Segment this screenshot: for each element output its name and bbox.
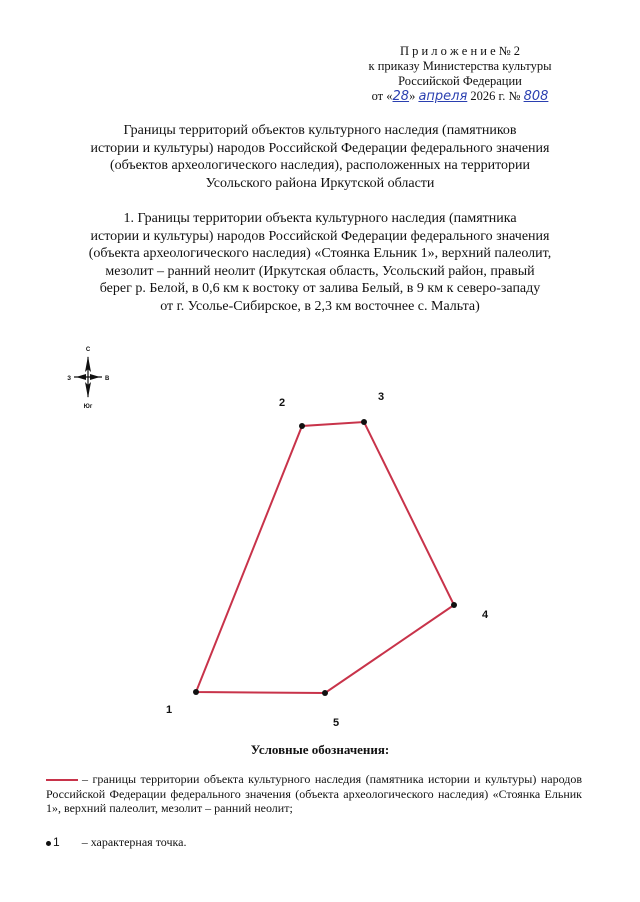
point-label-5: 5	[333, 717, 340, 729]
boundary-polygon	[196, 422, 454, 693]
date-suffix: 2026 г. №	[467, 89, 524, 103]
section-line-5: берег р. Белой, в 0,6 км к востоку от залива Белый, в 9 км к северо-западу	[99, 281, 541, 296]
point-dot-icon	[46, 841, 51, 846]
appendix-ministry-line: Российской Федерации	[398, 74, 522, 88]
legend-point-text: – характерная точка.	[81, 835, 187, 849]
title-line-1: Границы территорий объектов культурного наследия (памятников	[123, 123, 517, 138]
legend-title: Условные обозначения:	[250, 742, 390, 757]
appendix-label: П р и л о ж е н и е № 2	[399, 44, 521, 58]
order-number: 808	[523, 89, 549, 104]
compass-rose-icon	[67, 347, 110, 410]
legend-point-entry	[46, 835, 186, 849]
date-day: 28	[392, 89, 410, 104]
date-prefix: от «	[371, 89, 393, 103]
compass-west-label: З	[67, 376, 71, 382]
boundary-point-5	[322, 690, 328, 696]
point-label-4: 4	[482, 609, 489, 621]
date-month: апреля	[418, 89, 468, 104]
title-line-4: Усольского района Иркутской области	[205, 175, 435, 191]
point-label-3: 3	[378, 391, 385, 403]
compass-east-label: В	[105, 376, 110, 382]
legend-point-number: 1	[53, 835, 60, 849]
title-line-2: истории и культуры) народов Российской Федерации федерального значения	[90, 140, 550, 156]
section-line-2: истории и культуры) народов Российской Федерации федерального значения	[90, 228, 550, 244]
point-label-2: 2	[279, 397, 286, 409]
section-line-4: мезолит – ранний неолит (Иркутская область, Усольский район, правый	[105, 263, 535, 279]
section-line-1: 1. Границы территории объекта культурного наследия (памятника	[123, 211, 517, 226]
boundary-point-4	[451, 602, 457, 608]
compass-north-label: С	[85, 347, 91, 353]
compass-south-label: Юг	[83, 404, 93, 410]
legend-boundary-entry	[46, 772, 582, 816]
title-line-3: (объектов археологического наследия), расположенных на территории	[109, 158, 531, 173]
legend-boundary-text: – границы территории объекта культурного наследия (памятника истории и культуры) народов Российской Федерации федерального значения (объекта археологического наследия) «Стоянка Ельник 1», верхний палеолит, мезолит – ранний неолит;	[46, 772, 582, 815]
section-line-3: (объекта археологического наследия) «Стоянка Ельник 1», верхний палеолит,	[88, 246, 552, 261]
boundary-point-1	[193, 689, 199, 695]
appendix-order-line: к приказу Министерства культуры	[368, 59, 552, 73]
date-mid: »	[409, 89, 419, 103]
boundary-line-icon	[46, 779, 78, 781]
point-label-1: 1	[166, 704, 173, 716]
boundary-point-3	[361, 419, 367, 425]
boundary-point-2	[299, 423, 305, 429]
section-line-6: от г. Усолье-Сибирское, в 2,3 км восточнее с. Мальта)	[160, 298, 480, 314]
